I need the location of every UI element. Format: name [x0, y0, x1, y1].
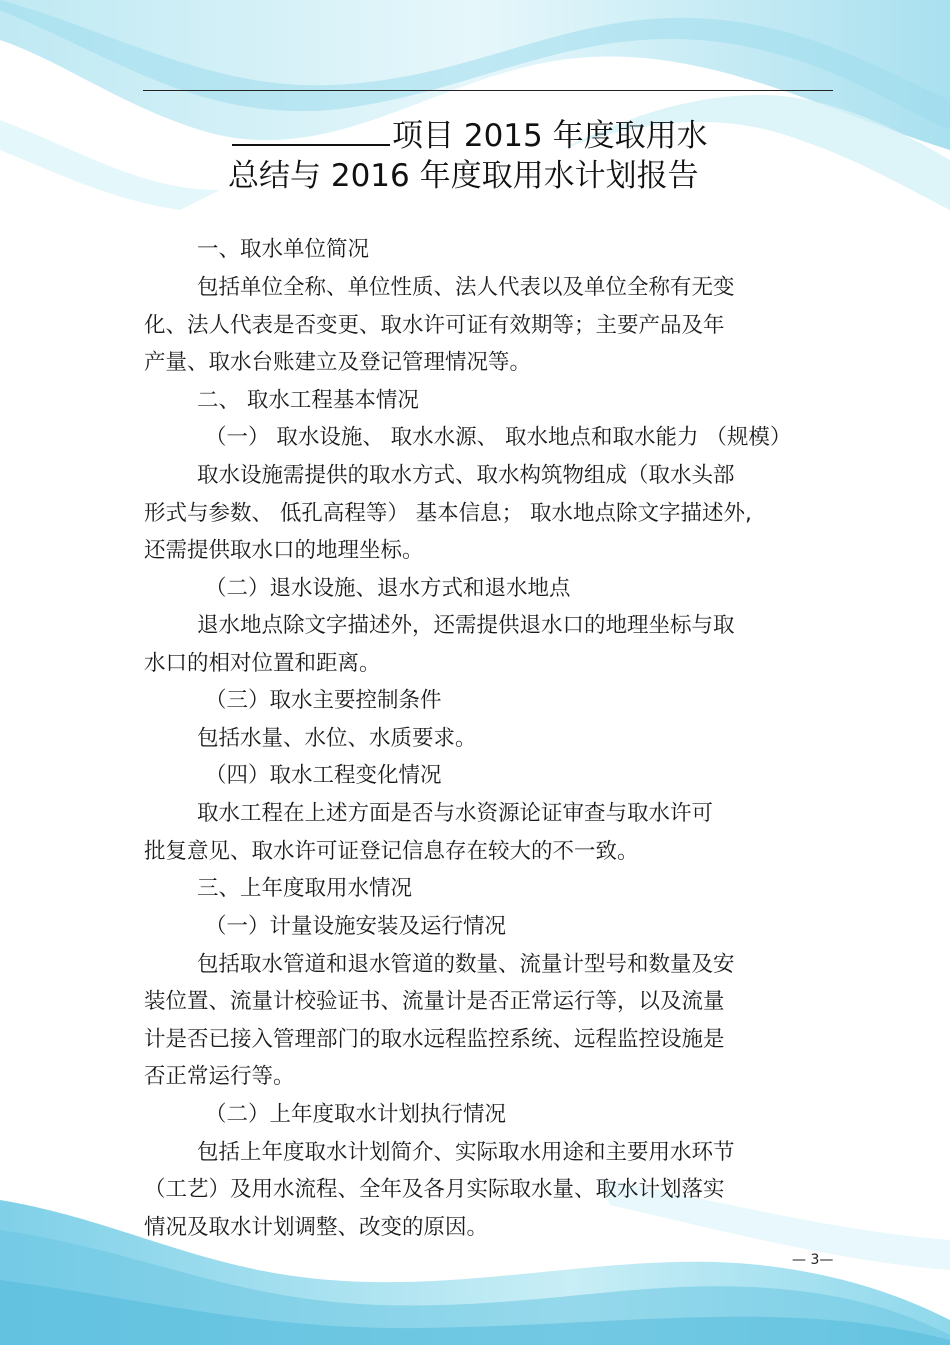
title-line-1 — [232, 116, 882, 156]
body-line: 化、法人代表是否变更、取水许可证有效期等；主要产品及年 — [144, 313, 725, 338]
body-line: 包括水量、水位、水质要求。 — [197, 726, 477, 751]
subheading: （四）取水工程变化情况 — [205, 763, 442, 788]
body-line: 产量、取水台账建立及登记管理情况等。 — [144, 350, 532, 375]
body-line: 计是否已接入管理部门的取水远程监控系统、远程监控设施是 — [144, 1027, 725, 1052]
body-line: （工艺）及用水流程、全年及各月实际取水量、取水计划落实 — [144, 1177, 725, 1202]
body-line: 取水设施需提供的取水方式、取水构筑物组成（取水头部 — [197, 463, 735, 488]
heading-section-1: 一、取水单位简况 — [197, 237, 370, 262]
header-rule — [143, 90, 833, 91]
body-line: 包括单位全称、单位性质、法人代表以及单位全称有无变 — [197, 275, 735, 300]
body-line: 取水工程在上述方面是否与水资源论证审查与取水许可 — [197, 801, 714, 826]
body-line: 包括取水管道和退水管道的数量、流量计型号和数量及安 — [197, 952, 735, 977]
body-line: 情况及取水计划调整、改变的原因。 — [144, 1215, 489, 1240]
heading-section-2: 二、 取水工程基本情况 — [197, 388, 419, 413]
body-line: 装位置、流量计校验证书、流量计是否正常运行等，以及流量 — [144, 989, 725, 1014]
body-line: 批复意见、取水许可证登记信息存在较大的不一致。 — [144, 839, 639, 864]
body-line: 退水地点除文字描述外，还需提供退水口的地理坐标与取 — [197, 613, 735, 638]
body-line: 水口的相对位置和距离。 — [144, 651, 381, 676]
heading-section-3: 三、上年度取用水情况 — [197, 876, 413, 901]
subheading: （一） 取水设施、 取水水源、 取水地点和取水能力 （规模） — [205, 425, 792, 450]
title-line-2: 总结与 2016 年度取用水计划报告 — [228, 158, 699, 194]
body-line: 否正常运行等。 — [144, 1064, 295, 1089]
page-number: — 3— — [792, 1252, 834, 1268]
subheading: （三）取水主要控制条件 — [205, 688, 442, 713]
body-line: 形式与参数、 低孔高程等） 基本信息； 取水地点除文字描述外, — [144, 501, 752, 526]
title-line-1-text: 项目 2015 年度取用水 — [392, 118, 708, 154]
body-line: 包括上年度取水计划简介、实际取水用途和主要用水环节 — [197, 1140, 735, 1165]
title-blank-underline — [232, 116, 390, 146]
subheading: （二）上年度取水计划执行情况 — [205, 1102, 507, 1127]
body-line: 还需提供取水口的地理坐标。 — [144, 538, 424, 563]
subheading: （二）退水设施、退水方式和退水地点 — [205, 576, 571, 601]
subheading: （一）计量设施安装及运行情况 — [205, 914, 507, 939]
